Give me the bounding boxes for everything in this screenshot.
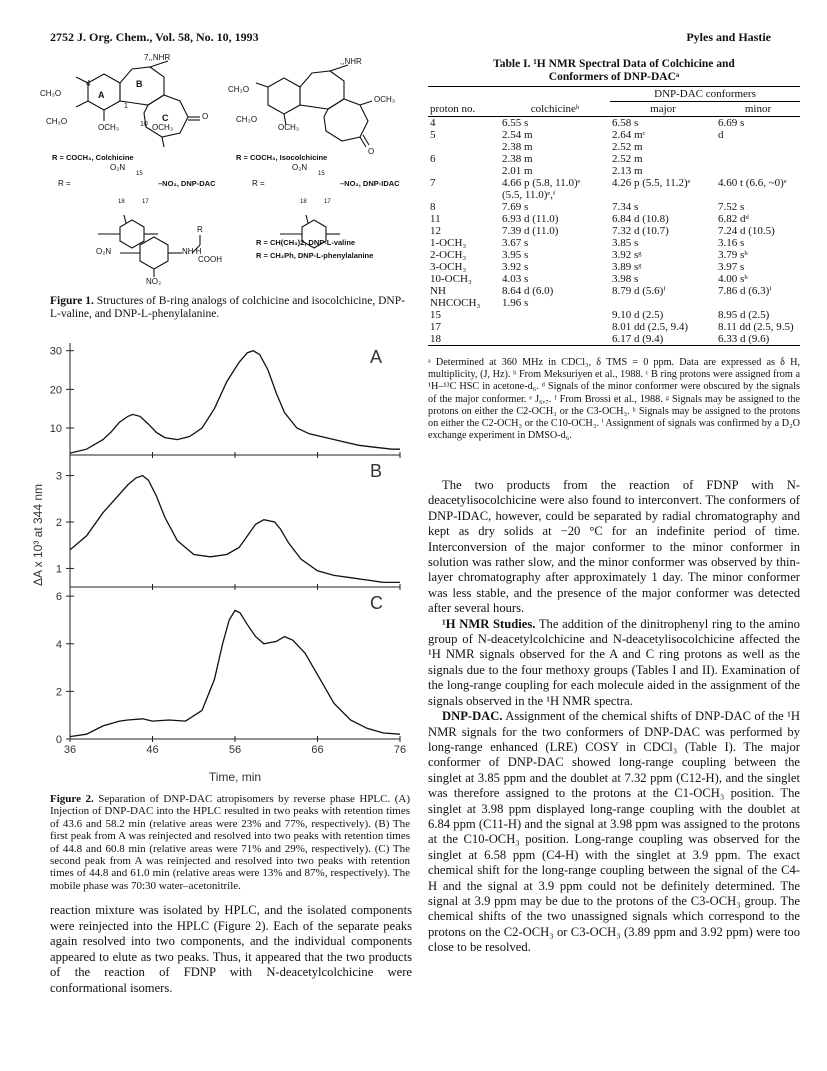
y-tick-label: 2 [55, 686, 62, 699]
cell-proton [428, 189, 500, 201]
colchicine-o-label: O [202, 112, 209, 121]
isocolchicine-ch3o-3: CH₃O [236, 115, 258, 124]
cell-colchicine: 2.38 m [502, 153, 533, 165]
table-1-title: Table I. ¹H NMR Spectral Data of Colchicine and Conformers of DNP-DACᵃ [493, 58, 735, 83]
cell-colchicine: 1.96 s [502, 297, 529, 309]
table-row [428, 165, 800, 177]
cell-major [610, 297, 716, 309]
x-tick-label: 76 [393, 744, 407, 756]
table-row [428, 249, 800, 261]
table-row [428, 189, 800, 201]
cell-major: 2.52 m [612, 153, 643, 165]
cell-major: 2.13 m [612, 165, 643, 177]
x-tick-label: 46 [146, 744, 159, 756]
cell-minor: 3.16 s [718, 237, 745, 249]
cell-minor: 3.97 s [718, 261, 745, 273]
ring-b-label: B [136, 79, 143, 89]
table-1 [428, 86, 800, 346]
table-row [428, 237, 800, 249]
cell-proton: 12 [430, 225, 441, 237]
cell-major [610, 189, 716, 201]
cell-colchicine: 7.69 s [502, 201, 529, 213]
dnp-o2n-right: O₂N [292, 163, 308, 172]
cell-minor [716, 165, 800, 177]
cell-minor: 7.24 d (10.5) [718, 225, 775, 237]
y-tick-label: 2 [55, 517, 62, 529]
cell-major: 3.89 sᵍ [612, 261, 642, 273]
cell-proton: 8 [430, 201, 436, 213]
cell-major: 3.92 sᵍ [612, 249, 642, 261]
y-tick-label: 4 [55, 638, 62, 651]
isocolchicine-nhr: ,,NHR [340, 57, 362, 66]
table-row [428, 213, 800, 225]
paragraph-nmr-studies: ¹H NMR Studies. The addition of the dinitrophenyl ring to the amino group of N-deacetylcolchicine and N-deacetylisocolchicine affected the ¹H NMR signals observed for the A and C ring protons as well as the signals due to the four methoxy groups (Tables I and II). Examination of the long-range coupling for each molecule aided in the assignment of the signals observed in the ¹H NMR spectra. [428, 616, 800, 708]
table-row [428, 153, 800, 165]
cell-proton: NHCOCH₃ [430, 297, 481, 309]
left-column-body: reaction mixture was isolated by HPLC, and the isolated components were reinjected into the HPLC (Figure 2). Each of the separate peaks again resolved into two components, and the individual components appeared to elute as two peaks. Thus, it appeared that the two products of the reaction of FDNP with N-deacetylcolchicine were conformational isomers. [50, 903, 412, 995]
x-tick-label: 36 [63, 744, 77, 756]
cell-major: 2.52 m [612, 141, 643, 153]
isocolchicine-o: O [368, 147, 375, 156]
cell-colchicine: 2.01 m [502, 165, 533, 177]
colchicine-c4-label: 4 [86, 79, 91, 88]
ring-a-label: A [98, 90, 105, 100]
isocolchicine-och3-1: OCH₃ [278, 123, 300, 132]
cell-proton: 3-OCH₃ [430, 261, 467, 273]
panel-label-B: B [370, 461, 383, 481]
running-header: 2752 J. Org. Chem., Vol. 58, No. 10, 1993 [50, 30, 259, 44]
col-minor: minor [744, 103, 772, 115]
col-proton: proton no. [430, 102, 476, 115]
dnp-c17-left: 17 [142, 199, 149, 205]
dnp-amino-acid-ring [140, 237, 168, 269]
cell-proton: 1-OCH₃ [430, 237, 467, 249]
cell-colchicine: 4.66 p (5.8, 11.0)ᵉ [502, 177, 581, 189]
figure-2-chart [30, 335, 410, 785]
cell-colchicine: 2.54 m [502, 129, 533, 141]
cell-colchicine: 8.64 d (6.0) [502, 285, 554, 297]
nmr-table [428, 86, 800, 346]
col-major: major [650, 103, 676, 115]
y-tick-label: 10 [49, 422, 62, 435]
cell-minor: 6.33 d (9.6) [718, 333, 770, 345]
cell-major: 9.10 d (2.5) [612, 309, 664, 321]
cell-minor: d [718, 129, 724, 141]
isocolchicine-ring-c [324, 99, 368, 141]
amino-acid-nh: NH H [182, 247, 202, 256]
table-1-footnotes: ᵃ Determined at 360 MHz in CDCl₃, δ TMS = 0 ppm. Data are expressed as δ H, multiplicity, (J, Hz). ᵇ From Meksuriyen et al., 1988. ᶜ B ring protons were assigned from a ¹H–¹³C HSC in acetone-d₆. ᵈ Signals of the minor conformer were obscured by the signals of the major conformer. ᵉ J₆,₇. ᶠ From Brossi et al., 1988. ᵍ Signals may be assigned to the protons on either the C2-OCH₃ or the C3-OCH₃. ʰ Signals may be assigned to the protons on either the C2-OCH₃ or the C10-OCH₃. ⁱ Assignment of signals was confirmed by a D₂O exchange experiment in DMSO-d₆. [428, 357, 800, 442]
chromatogram-trace-A [70, 351, 400, 453]
y-tick-label: 6 [55, 591, 62, 604]
cell-minor: 7.52 s [718, 201, 745, 213]
isocolchicine-och3-9: OCH₃ [374, 95, 396, 104]
cell-colchicine: 3.95 s [502, 249, 529, 261]
right-column-body [428, 478, 800, 956]
cell-major: 7.34 s [612, 201, 639, 213]
cell-major: 2.64 mᶜ [612, 129, 646, 141]
dnp-ring-left [120, 220, 144, 248]
paragraph-dnp-idac: The two products from the reaction of FDNP with N-deacetylisocolchicine were also found to interconvert. The conformers of DNP-IDAC, however, could be separated by radial chromatography and kept as dry solids at −20 °C for an indefinite period of time. Interconversion of the major conformer to the minor conformer in solution was rather slow, and the minor conformer was observed by thin-layer chromatography after approximately 1 day. The minor conformer was less stable, and the presence of the major conformer was detected after several hours. [428, 478, 800, 616]
figure-1-caption: Figure 1. Structures of B-ring analogs of colchicine and isocolchicine, DNP-L-valine, and DNP-L-phenylalanine. [50, 295, 405, 320]
ring-c-label: C [162, 113, 169, 123]
isocolchicine-r-label: R = COCH₃, Isocolchicine [236, 153, 328, 162]
colchicine-c10-label: 10 [140, 121, 148, 128]
amino-acid-r: R [197, 225, 203, 234]
cell-major: 7.32 d (10.7) [612, 225, 669, 237]
cell-colchicine: 6.55 s [502, 117, 529, 129]
cell-proton: 4 [430, 117, 436, 129]
cell-proton: 6 [430, 153, 436, 165]
table-row [428, 201, 800, 213]
dnp-dac-label: –NO₂, DNP-DAC [158, 179, 216, 188]
chromatogram-trace-C [70, 610, 400, 736]
cell-proton: 10-OCH₃ [430, 273, 472, 285]
y-tick-label: 1 [55, 563, 62, 576]
cell-proton: 15 [430, 309, 441, 321]
cell-colchicine: 6.93 d (11.0) [502, 213, 559, 225]
panel-label-C: C [370, 593, 383, 613]
phenylalanine-label: R = CH₂Ph, DNP-L-phenylalanine [256, 251, 374, 260]
cell-minor: 4.60 t (6.6, ~0)ᵉ [718, 177, 787, 189]
cell-major: 8.79 d (5.6)ⁱ [612, 285, 666, 297]
table-row [428, 273, 800, 285]
y-axis-label: ΔA x 10³ at 344 nm [31, 483, 45, 587]
cell-colchicine: 4.03 s [502, 273, 529, 285]
y-tick-label: 30 [49, 345, 62, 358]
cell-proton: 11 [430, 213, 441, 225]
cell-major: 4.26 p (5.5, 11.2)ᵉ [612, 177, 691, 189]
x-axis-label: Time, min [208, 770, 262, 784]
table-row [428, 129, 800, 141]
colchicine-c1-label: 1 [124, 103, 128, 110]
x-tick-label: 66 [311, 744, 324, 756]
table-row [428, 261, 800, 273]
table-row [428, 285, 800, 297]
hplc-chromatogram-svg [30, 335, 410, 785]
dnp-c15-left: 15 [136, 171, 143, 177]
cell-colchicine [500, 333, 610, 346]
dnp-c18-left: 18 [118, 199, 125, 205]
chromatogram-trace-B [70, 476, 400, 583]
paragraph-dnp-dac: DNP-DAC. Assignment of the chemical shifts of DNP-DAC of the ¹H NMR signals for the two conformers of DNP-DAC was performed by long-range enhanced (LRE) COSY in CDCl₃ (Table I). The major conformer of DNP-DAC showed long-range coupling between the singlet at 3.85 ppm and the doublet at 7.32 ppm (C12-H), and the singlet was therefore assigned to the protons at the C1-OCH₃ position. The singlet at 3.98 ppm displayed long-range coupling with the doublet at 6.84 ppm (C11-H) and the signal at 3.98 ppm was assigned to the protons at the C10-OCH₃ position. Long-range coupling was observed for the singlet at 6.58 ppm (C4-H) with the singlet at 3.9 ppm. The exact chemical shift for the long-range coupling between the signal of the C4-H and the signal at 3.9 ppm could not be definitely determined. The signal at 3.9 ppm may be due to the protons of the C3-OCH₃ group. The chemical shifts of the two unassigned signals which correspond to the protons on the C2-OCH₃ or C3-OCH₃ (3.89 ppm and 3.92 ppm) were too close to be resolved. [428, 709, 800, 955]
cell-major: 6.17 d (9.4) [612, 333, 664, 345]
cell-proton: 2-OCH₃ [430, 249, 467, 261]
valine-label: R = CH(CH₃)2, DNP-L-valine [256, 238, 356, 247]
cell-minor [716, 141, 800, 153]
colchicine-c7-label: 7,,NHR [144, 53, 171, 62]
group-header: DNP-DAC conformers [610, 87, 800, 102]
amino-acid-no2: NO₂ [146, 277, 162, 286]
cell-minor: 4.00 sʰ [718, 273, 748, 285]
cell-major: 6.84 d (10.8) [612, 213, 669, 225]
author-header: Pyles and Hastie [686, 30, 771, 44]
cell-minor: 8.11 dd (2.5, 9.5) [718, 321, 794, 333]
table-row [428, 141, 800, 153]
cell-minor: 3.79 sʰ [718, 249, 748, 261]
cell-major: 8.01 dd (2.5, 9.4) [612, 321, 689, 333]
colchicine-ch3o-3: CH₃O [46, 117, 68, 126]
table-row [428, 297, 800, 309]
table-row [428, 117, 800, 130]
table-row [428, 225, 800, 237]
table-row [428, 333, 800, 346]
colchicine-r-label: R = COCH₃, Colchicine [52, 153, 134, 162]
amino-acid-o2n: O₂N [96, 247, 112, 256]
panel-label-A: A [370, 347, 383, 367]
dnp-idac-label: –NO₂, DNP-IDAC [340, 179, 400, 188]
dnp-r-eq-right: R = [252, 179, 265, 188]
colchicine-ch3o-2: CH₃O [40, 89, 62, 98]
y-tick-label: 20 [49, 384, 62, 397]
colchicine-och3-1: OCH₃ [98, 123, 120, 132]
isocolchicine-ring-a [268, 78, 300, 114]
cell-proton: 17 [430, 321, 441, 333]
isocolchicine-ch3o-2: CH₃O [228, 85, 250, 94]
cell-proton: 18 [430, 333, 441, 345]
table-row [428, 177, 800, 189]
figure-1-structures [40, 55, 410, 290]
cell-proton [428, 141, 500, 153]
table-row [428, 309, 800, 321]
cell-proton [428, 165, 500, 177]
cell-colchicine [500, 309, 610, 321]
figure-2-caption: Figure 2. Separation of DNP-DAC atropisomers by reverse phase HPLC. (A) Injection of DNP-DAC into the HPLC resulted in two peaks with retention times of 43.6 and 58.2 min (relative areas were 23% and 77%, respectively). (B) The first peak from A was reinjected and resolved into two peaks with retention times of 44.8 and 60.8 min (relative areas were 71% and 29%, respectively). (C) The second peak from A was reinjected and resolved into two peaks with retention times of 44.8 and 61.0 min (relative areas were 13% and 87%, respectively). The mobile phase was 70:30 water–acetonitrile. [50, 793, 410, 892]
dnp-c15-right: 15 [318, 171, 325, 177]
cell-proton: 5 [430, 129, 436, 141]
cell-minor [716, 297, 800, 309]
cell-colchicine: 7.39 d (11.0) [502, 225, 559, 237]
col-colchicine: colchicineᵇ [530, 102, 580, 115]
cell-minor: 7.86 d (6.3)ⁱ [718, 285, 772, 297]
cell-major: 6.58 s [612, 117, 639, 129]
cell-colchicine: 3.67 s [502, 237, 529, 249]
dnp-r-eq-left: R = [58, 179, 71, 188]
cell-colchicine: 2.38 m [502, 141, 533, 153]
cell-minor: 6.69 s [718, 117, 745, 129]
cell-minor: 6.82 dᵈ [718, 213, 749, 225]
cell-major: 3.98 s [612, 273, 639, 285]
cell-major: 3.85 s [612, 237, 639, 249]
cell-colchicine: 3.92 s [502, 261, 529, 273]
x-tick-label: 56 [228, 744, 242, 756]
table-row [428, 321, 800, 333]
colchicine-och3-10: OCH₃ [152, 123, 174, 132]
cell-minor: 8.95 d (2.5) [718, 309, 770, 321]
amino-acid-cooh: COOH [198, 255, 222, 264]
cell-proton: 7 [430, 177, 436, 189]
cell-colchicine [500, 321, 610, 333]
dnp-c17-right: 17 [324, 199, 331, 205]
cell-proton: NH [430, 285, 446, 297]
y-tick-label: 3 [55, 470, 62, 483]
dnp-c18-right: 18 [300, 199, 307, 205]
dnp-o2n-left: O₂N [110, 163, 126, 172]
cell-minor [716, 189, 800, 201]
cell-minor [716, 153, 800, 165]
cell-colchicine: (5.5, 11.0)ᵉ,ᶠ [502, 189, 556, 201]
y-tick-label: 0 [55, 734, 62, 746]
